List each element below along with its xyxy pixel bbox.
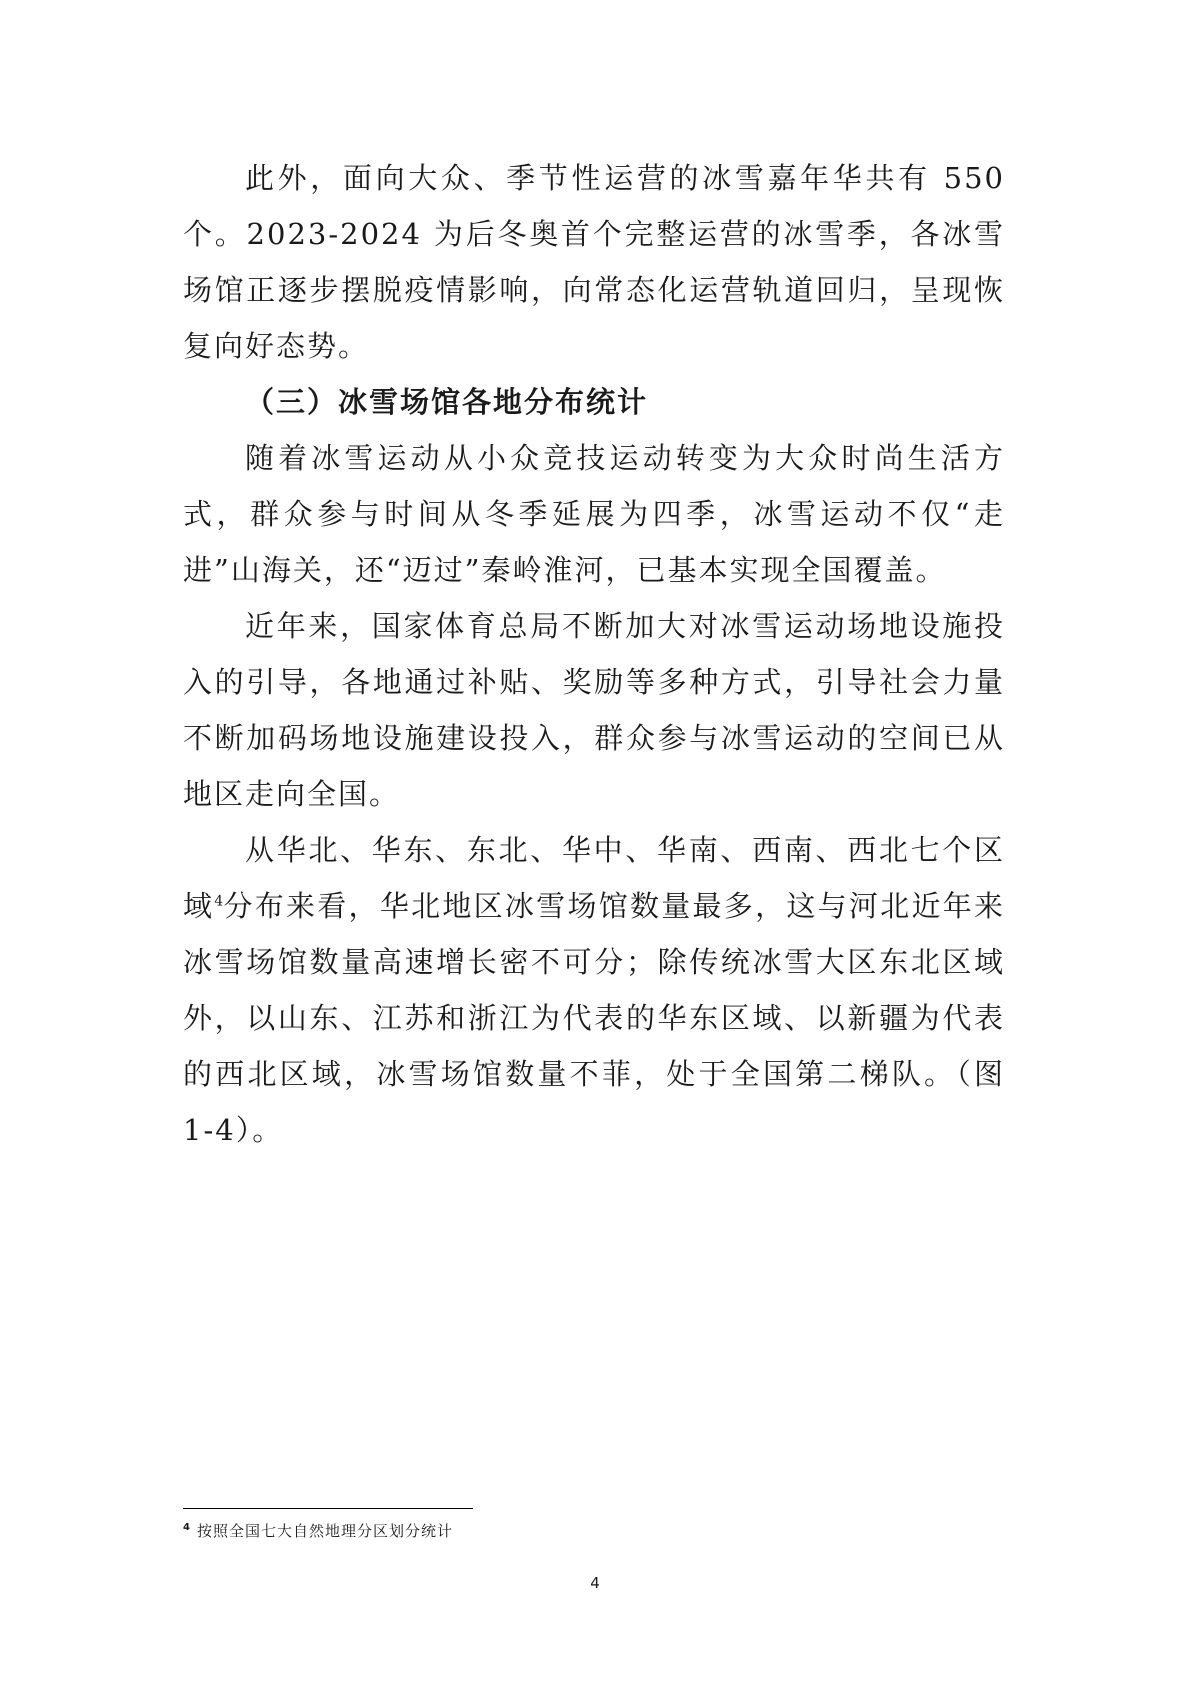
paragraph-ice-carnival: 此外，面向大众、季节性运营的冰雪嘉年华共有 550 个。2023-2024 为后冬奥首个完整运营的冰雪季，各冰雪场馆正逐步摆脱疫情影响，向常态化运营轨道回归，呈现恢复向好态势。: [183, 161, 1005, 363]
paragraph-nationwide-coverage: 随着冰雪运动从小众竞技运动转变为大众时尚生活方式，群众参与时间从冬季延展为四季，冰雪运动不仅“走进”山海关，还“迈过”秦岭淮河，已基本实现全国覆盖。: [183, 441, 1005, 587]
footnote-reference[interactable]: 4: [214, 893, 224, 910]
footnote-text: 按照全国七大自然地理分区划分统计: [196, 1522, 453, 1540]
paragraph-text-part: 从华北、华东、东北、华中、华南、西南、西北七个区域: [183, 833, 1005, 923]
footnote-divider: [183, 1508, 473, 1509]
footnote-mark: 4: [183, 1522, 191, 1533]
paragraph-policy-guidance: 近年来，国家体育总局不断加大对冰雪运动场地设施投入的引导，各地通过补贴、奖励等多种方式，引导社会力量不断加码场地设施建设投入，群众参与冰雪运动的空间已从地区走向全国。: [183, 609, 1005, 811]
section-heading: （三）冰雪场馆各地分布统计: [245, 385, 649, 419]
page-number: 4: [590, 1574, 600, 1592]
paragraph-text-part: 分布来看，华北地区冰雪场馆数量最多，这与河北近年来冰雪场馆数量高速增长密不可分；除传统冰雪大区东北区域外，以山东、江苏和浙江为代表的华东区域、以新疆为代表的西北区域，冰雪场馆数量不菲，处于全国第二梯队。（图 1-4）。: [183, 889, 1005, 1147]
main-content: [183, 150, 1005, 1158]
paragraph-regional-distribution: [183, 822, 1005, 1158]
footnote: [183, 1517, 453, 1542]
